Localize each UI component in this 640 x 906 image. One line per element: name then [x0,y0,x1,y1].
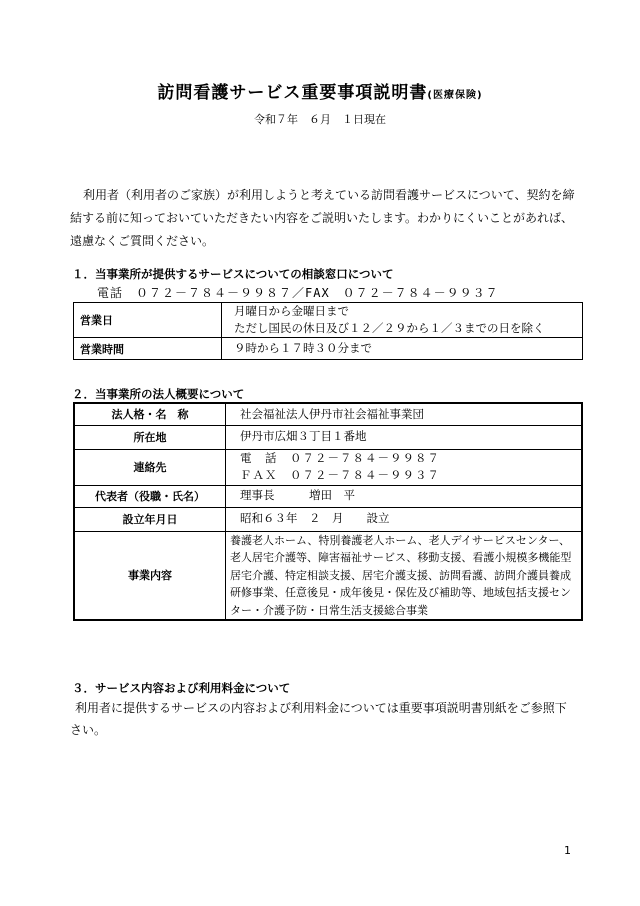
section2-heading: ２．当事業所の法人概要について [72,387,245,401]
row-value: 伊丹市広畑３丁目１番地 [226,425,583,449]
fax-value: ＦＡＸ ０７２－７８４－９９３７ [240,468,440,482]
row-label: 設立年月日 [74,507,226,531]
document-title [0,78,640,103]
row-label: 法人格・名 称 [74,403,226,425]
table-row [74,303,583,338]
contact-phone-fax: 電話 ０７２－７８４－９９８７／FAX ０７２－７８４－９９３７ [97,286,499,300]
as-of-date: 令和７年 ６月 １日現在 [254,113,386,126]
section3-text: 利用者に提供するサービスの内容および利用料金については重要事項説明書別紙をご参照下さい。 [70,701,567,737]
row-value [226,449,583,485]
row-label: 営業時間 [74,338,222,360]
table-row [74,425,582,449]
title-suffix: (医療保険) [427,90,483,101]
table-row [74,449,582,485]
table-row [74,507,582,531]
business-hours-table [73,302,583,360]
table-row [74,531,582,620]
corporate-overview-table [73,402,583,621]
table-row [74,338,583,360]
value-line: 月曜日から金曜日まで [234,304,349,318]
page-number: 1 [564,844,571,857]
row-label: 所在地 [74,425,226,449]
row-label: 連絡先 [74,449,226,485]
row-label: 事業内容 [74,531,226,620]
section1-heading: １．当事業所が提供するサービスについての相談窓口について [72,267,394,281]
row-label: 代表者（役職・氏名） [74,485,226,507]
title-main: 訪問看護サービス重要事項説明書 [157,83,428,103]
row-value: 昭和６３年 ２ 月 設立 [226,507,583,531]
intro-text: 利用者（利用者のご家族）が利用しようと考えている訪問看護サービスについて、契約を締結する前に知っておいていただきたい内容をご説明いたします。わかりにくいことがあれば、遠慮なくご質問ください。 [70,188,575,248]
value-line: ただし国民の休日及び１２／２９から１／３までの日を除く [234,321,545,335]
section3-heading: ３．サービス内容および利用料金について [72,681,291,695]
row-label: 営業日 [74,303,222,338]
section3-paragraph [70,697,575,741]
row-value: 社会福祉法人伊丹市社会福祉事業団 [226,403,583,425]
row-value: 理事長 増田 平 [226,485,583,507]
row-value: 養護老人ホーム、特別養護老人ホーム、老人デイサービスセンター、老人居宅介護等、障害福祉サービス、移動支援、看護小規模多機能型居宅介護、特定相談支援、居宅介護支援、訪問看護、訪問介護員養成研修事業、任意後見・成年後見・保佐及び補助等、地域包括支援センター・介護予防・日常生活支援総合事業 [226,531,583,620]
row-value [222,303,583,338]
phone-value: 電 話 ０７２－７８４－９９８７ [240,450,440,465]
intro-paragraph [70,184,575,253]
table-row [74,403,582,425]
table-row [74,485,582,507]
row-value: ９時から１７時３０分まで [222,338,583,360]
